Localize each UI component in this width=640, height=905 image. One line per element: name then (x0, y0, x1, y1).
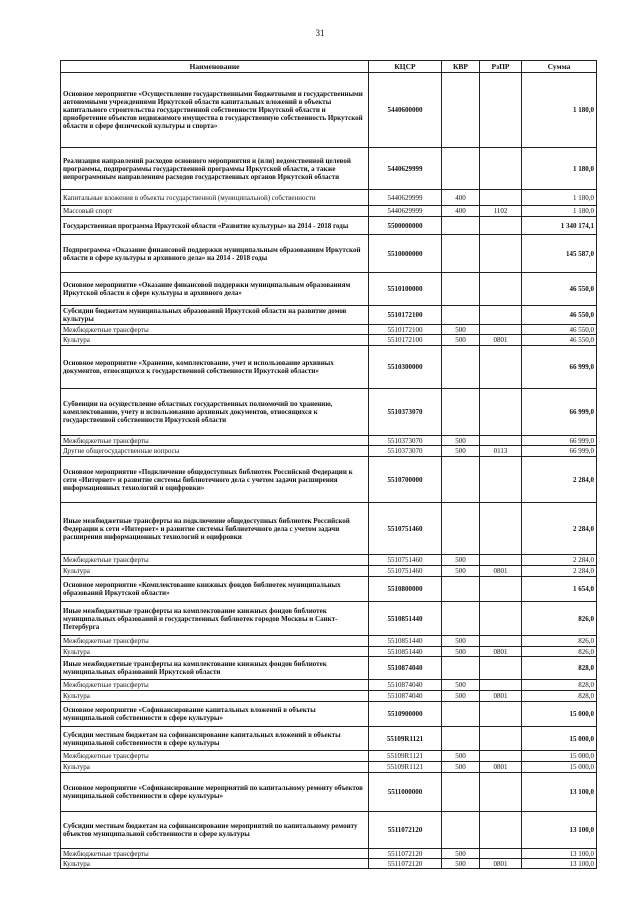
row-name: Реализация направлений расходов основного мероприятия и (или) ведомственной целевой программы, подпрограммы государственной программы Иркутской области, а также непрограммным направлениям расходов государственных органов Иркутской области (61, 148, 369, 190)
row-name: Культура (61, 335, 369, 346)
row-code: 5440600000 (369, 73, 442, 148)
row-rzpr (480, 773, 522, 812)
row-rzpr: 0801 (480, 762, 522, 773)
row-rzpr (480, 148, 522, 190)
row-name: Межбюджетные трансферты (61, 680, 369, 691)
row-kvr (442, 389, 480, 436)
row-code: 5510851440 (369, 647, 442, 657)
table-row (61, 389, 597, 436)
row-name: Межбюджетные трансферты (61, 325, 369, 335)
row-kvr: 500 (442, 859, 480, 869)
row-kvr: 500 (442, 555, 480, 566)
row-code: 5440629999 (369, 206, 442, 217)
row-kvr: 500 (442, 636, 480, 647)
page-number: 31 (315, 28, 325, 38)
table-row (61, 762, 597, 773)
row-code: 5510172100 (369, 325, 442, 335)
row-name: Субвенции на осуществление областных государственных полномочий по хранению, комплектованию, учету и использованию архивных документов, относящихся к государственной собственности Иркутской области (61, 389, 369, 436)
row-sum: 13 100,0 (522, 773, 597, 812)
table-row (61, 446, 597, 457)
table-row (61, 325, 597, 335)
row-name: Капитальные вложения в объекты государственной (муниципальной) собственности (61, 190, 369, 206)
row-rzpr (480, 436, 522, 446)
table-row (61, 849, 597, 859)
table-row (61, 566, 597, 577)
row-code: 55109R1121 (369, 727, 442, 751)
table-row (61, 457, 597, 503)
row-kvr: 500 (442, 647, 480, 657)
table-row (61, 773, 597, 812)
row-code: 5510874040 (369, 691, 442, 702)
row-code: 5510751460 (369, 555, 442, 566)
header-code: КЦСР (369, 61, 442, 73)
row-name: Культура (61, 859, 369, 869)
row-rzpr: 0801 (480, 335, 522, 346)
header-name: Наименование (61, 61, 369, 73)
table-body (61, 73, 597, 869)
table-row (61, 859, 597, 869)
row-name: Основное мероприятие «Софинансирование капитальных вложений в объекты муниципальной собственности в сфере культуры» (61, 702, 369, 727)
row-rzpr: 0113 (480, 446, 522, 457)
row-rzpr (480, 577, 522, 602)
header-rzpr: РзПР (480, 61, 522, 73)
row-name: Культура (61, 566, 369, 577)
row-code: 5510172100 (369, 335, 442, 346)
row-code: 5510851440 (369, 602, 442, 636)
row-rzpr (480, 389, 522, 436)
row-rzpr: 0801 (480, 647, 522, 657)
row-code: 55109R1121 (369, 762, 442, 773)
row-kvr: 400 (442, 190, 480, 206)
row-kvr (442, 773, 480, 812)
row-rzpr: 1102 (480, 206, 522, 217)
row-kvr (442, 457, 480, 503)
row-name: Культура (61, 762, 369, 773)
row-kvr (442, 503, 480, 555)
row-name: Культура (61, 691, 369, 702)
row-code: 5510751460 (369, 566, 442, 577)
header-sum: Сумма (522, 61, 597, 73)
row-kvr (442, 235, 480, 273)
table-row (61, 812, 597, 849)
row-kvr: 500 (442, 762, 480, 773)
row-rzpr: 0801 (480, 691, 522, 702)
row-sum: 15 000,0 (522, 751, 597, 762)
row-code: 5500000000 (369, 217, 442, 235)
row-rzpr (480, 602, 522, 636)
table-row (61, 335, 597, 346)
row-sum: 1 340 174,1 (522, 217, 597, 235)
table-row (61, 577, 597, 602)
row-code: 5510874040 (369, 657, 442, 680)
budget-table (60, 60, 597, 869)
row-sum: 826,0 (522, 647, 597, 657)
row-name: Подпрограмма «Оказание финансовой поддержки муниципальным образованиям Иркутской области в сфере культуры и архивного дела» на 2014 - 2018 годы (61, 235, 369, 273)
row-name: Субсидии местным бюджетам на софинансирование мероприятий по капитальному ремонту объектов муниципальной собственности в сфере культуры (61, 812, 369, 849)
row-name: Межбюджетные трансферты (61, 849, 369, 859)
row-rzpr (480, 73, 522, 148)
row-name: Межбюджетные трансферты (61, 436, 369, 446)
row-rzpr (480, 235, 522, 273)
row-kvr: 500 (442, 849, 480, 859)
row-sum: 826,0 (522, 636, 597, 647)
row-code: 5510900000 (369, 702, 442, 727)
table-row (61, 73, 597, 148)
table-row (61, 657, 597, 680)
row-code: 5510373070 (369, 436, 442, 446)
row-code: 55109R1121 (369, 751, 442, 762)
row-name: Массовый спорт (61, 206, 369, 217)
row-kvr: 500 (442, 680, 480, 691)
row-name: Основное мероприятие «Подключение общедоступных библиотек Российской Федерации к сети «Интернет» и развитие системы библиотечного дела с учетом задачи расширения информационных технологий и оцифровки» (61, 457, 369, 503)
header-kvr: КВР (442, 61, 480, 73)
row-name: Основное мероприятие «Софинансирование мероприятий по капитальному ремонту объектов муниципальной собственности в сфере культуры» (61, 773, 369, 812)
row-kvr (442, 812, 480, 849)
row-sum: 13 100,0 (522, 849, 597, 859)
table-header-row (61, 61, 597, 73)
row-sum: 2 284,0 (522, 555, 597, 566)
row-rzpr (480, 849, 522, 859)
row-sum: 1 180,0 (522, 73, 597, 148)
table-row (61, 602, 597, 636)
row-sum: 828,0 (522, 691, 597, 702)
table-row (61, 346, 597, 389)
row-kvr (442, 306, 480, 325)
row-sum: 1 180,0 (522, 148, 597, 190)
table-row (61, 702, 597, 727)
row-name: Субсидии бюджетам муниципальных образований Иркутской области на развитие домов культуры (61, 306, 369, 325)
table-row (61, 680, 597, 691)
row-name: Другие общегосударственные вопросы (61, 446, 369, 457)
row-sum: 2 284,0 (522, 503, 597, 555)
row-kvr: 400 (442, 206, 480, 217)
row-rzpr (480, 680, 522, 691)
row-rzpr (480, 702, 522, 727)
row-sum: 66 999,0 (522, 389, 597, 436)
table-row (61, 636, 597, 647)
row-sum: 15 000,0 (522, 727, 597, 751)
row-rzpr: 0801 (480, 566, 522, 577)
row-kvr (442, 148, 480, 190)
row-name: Межбюджетные трансферты (61, 636, 369, 647)
row-kvr (442, 577, 480, 602)
row-name: Основное мероприятие «Хранение, комплектование, учет и использование архивных документов, относящихся к государственной собственности Иркутской области» (61, 346, 369, 389)
row-kvr (442, 346, 480, 389)
row-code: 5511072120 (369, 849, 442, 859)
row-sum: 1 180,0 (522, 190, 597, 206)
table-row (61, 555, 597, 566)
row-name: Иные межбюджетные трансферты на комплектование книжных фондов библиотек муниципальных образований и государственных библиотек городов Москвы и Санкт-Петербурга (61, 602, 369, 636)
table-row (61, 273, 597, 306)
table-row (61, 647, 597, 657)
table-row (61, 691, 597, 702)
row-code: 5511072120 (369, 859, 442, 869)
row-code: 5510000000 (369, 235, 442, 273)
row-sum: 826,0 (522, 602, 597, 636)
row-rzpr (480, 657, 522, 680)
row-sum: 828,0 (522, 680, 597, 691)
row-rzpr (480, 306, 522, 325)
table-row (61, 436, 597, 446)
row-name: Межбюджетные трансферты (61, 751, 369, 762)
row-sum: 66 999,0 (522, 446, 597, 457)
row-name: Основное мероприятие «Осуществление государственными бюджетными и государственными автономными учреждениями Иркутской области капитальных вложений в объекты капитального строительства государственной собственности Иркутской области и приобретение объектов недвижимого имущества в государственную собственность Иркутской области в сфере физической культуры и спорта» (61, 73, 369, 148)
row-kvr: 500 (442, 446, 480, 457)
row-code: 5510851440 (369, 636, 442, 647)
table-row (61, 235, 597, 273)
row-code: 5510751460 (369, 503, 442, 555)
row-kvr: 500 (442, 325, 480, 335)
row-sum: 46 550,0 (522, 335, 597, 346)
row-code: 5511072120 (369, 812, 442, 849)
row-sum: 46 550,0 (522, 306, 597, 325)
row-sum: 15 000,0 (522, 702, 597, 727)
row-sum: 15 000,0 (522, 762, 597, 773)
row-rzpr (480, 273, 522, 306)
row-code: 5510172100 (369, 306, 442, 325)
row-sum: 66 999,0 (522, 436, 597, 446)
row-kvr (442, 273, 480, 306)
row-rzpr (480, 217, 522, 235)
row-sum: 13 100,0 (522, 859, 597, 869)
table-row (61, 727, 597, 751)
row-code: 5510100000 (369, 273, 442, 306)
row-kvr (442, 73, 480, 148)
row-kvr: 500 (442, 566, 480, 577)
row-rzpr (480, 346, 522, 389)
table-row (61, 217, 597, 235)
row-sum: 1 180,0 (522, 206, 597, 217)
row-rzpr (480, 190, 522, 206)
row-name: Основное мероприятие «Комплектование книжных фондов библиотек муниципальных образований Иркутской области» (61, 577, 369, 602)
row-name: Государственная программа Иркутской области «Развитие культуры» на 2014 - 2018 годы (61, 217, 369, 235)
row-code: 5510373070 (369, 389, 442, 436)
table-row (61, 206, 597, 217)
row-rzpr (480, 555, 522, 566)
row-code: 5440629999 (369, 148, 442, 190)
table-row (61, 751, 597, 762)
row-kvr: 500 (442, 691, 480, 702)
row-sum: 46 550,0 (522, 325, 597, 335)
row-code: 5440629999 (369, 190, 442, 206)
table-row (61, 148, 597, 190)
row-name: Культура (61, 647, 369, 657)
row-rzpr (480, 457, 522, 503)
table-row (61, 306, 597, 325)
row-sum: 1 654,0 (522, 577, 597, 602)
table-row (61, 503, 597, 555)
row-sum: 66 999,0 (522, 346, 597, 389)
table-row (61, 190, 597, 206)
row-kvr (442, 702, 480, 727)
row-rzpr (480, 812, 522, 849)
row-rzpr (480, 636, 522, 647)
row-sum: 46 550,0 (522, 273, 597, 306)
row-kvr (442, 727, 480, 751)
row-kvr: 500 (442, 436, 480, 446)
row-kvr (442, 217, 480, 235)
row-name: Иные межбюджетные трансферты на комплектование книжных фондов библиотек муниципальных образований Иркутской области (61, 657, 369, 680)
row-name: Межбюджетные трансферты (61, 555, 369, 566)
row-sum: 2 284,0 (522, 566, 597, 577)
row-rzpr (480, 503, 522, 555)
row-kvr: 500 (442, 335, 480, 346)
row-rzpr (480, 751, 522, 762)
row-code: 5510874040 (369, 680, 442, 691)
row-sum: 145 587,0 (522, 235, 597, 273)
row-rzpr (480, 325, 522, 335)
row-rzpr: 0801 (480, 859, 522, 869)
row-sum: 2 284,0 (522, 457, 597, 503)
row-code: 5510800000 (369, 577, 442, 602)
row-code: 5511000000 (369, 773, 442, 812)
row-name: Основное мероприятие «Оказание финансовой поддержки муниципальным образованиям Иркутской области в сфере культуры и архивного дела» (61, 273, 369, 306)
row-kvr (442, 657, 480, 680)
row-code: 5510700000 (369, 457, 442, 503)
row-name: Субсидии местным бюджетам на софинансирование капитальных вложений в объекты муниципальной собственности в сфере культуры (61, 727, 369, 751)
row-rzpr (480, 727, 522, 751)
row-sum: 13 100,0 (522, 812, 597, 849)
row-name: Иные межбюджетные трансферты на подключение общедоступных библиотек Российской Федерации к сети «Интернет» и развитие системы библиотечного дела с учетом задачи расширения информационных технологий и оцифровки (61, 503, 369, 555)
row-code: 5510373070 (369, 446, 442, 457)
row-kvr: 500 (442, 751, 480, 762)
row-kvr (442, 602, 480, 636)
row-sum: 828,0 (522, 657, 597, 680)
row-code: 5510300000 (369, 346, 442, 389)
